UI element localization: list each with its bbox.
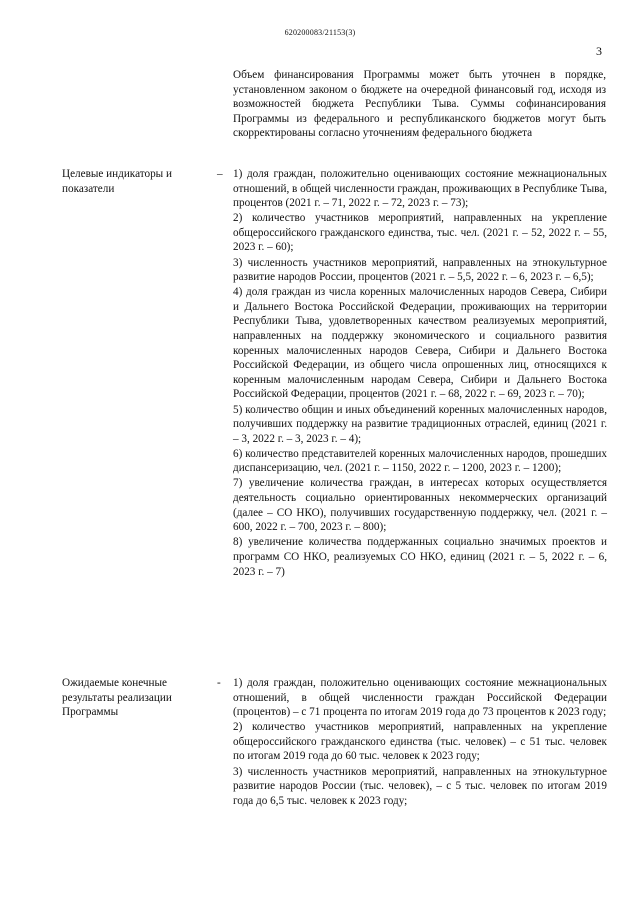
section-body	[233, 167, 607, 580]
list-item: 6) количество представителей коренных малочисленных народов, прошедших диспансеризацию, чел. (2021 г. – 1150, 2022 г. – 1200, 2023 г. – 1200);	[233, 447, 607, 475]
section-label: Целевые индикаторы и показатели	[62, 168, 172, 195]
list-item: 1) доля граждан, положительно оценивающих состояние межнациональных отношений, в общей численности граждан Российской Федерации (процентов) – с 71 процента по итогам 2019 года до 73 процентов к 2023 году;	[233, 677, 607, 719]
list-item: 3) численность участников мероприятий, направленных на этнокультурное развитие народов России, процентов (2021 г. – 5,5, 2022 г. – 6, 2023 г. – 6,5);	[233, 256, 607, 284]
list-item: 2) количество участников мероприятий, направленных на укрепление общероссийского гражданского единства, тыс. чел. (2021 г. – 52, 2022 г. – 55, 2023 г. – 60);	[233, 212, 607, 254]
section-label: Ожидаемые конечные результаты реализации Программы	[62, 677, 172, 719]
list-item: 7) увеличение количества граждан, в интересах которых осуществляется деятельность социально ориентированных некоммерческих организаций (далее – СО НКО), получивших государственную поддержку, чел. (2021 г. – 600, 2022 г. – 700, 2023 г. – 800);	[233, 477, 607, 534]
intro-paragraph: Объем финансирования Программы может быть уточнен в порядке, установленном законом о бюджете на очередной финансовый год, исходя из возможностей бюджета Республики Тыва. Суммы софинансирования Программы из федерального и республиканского бюджетов могут быть скорректированы согласно уточнениям федерального бюджета	[233, 69, 606, 140]
list-item: 4) доля граждан из числа коренных малочисленных народов Севера, Сибири и Дальнего Востока Российской Федерации, проживающих на территории Республики Тыва, удовлетворенных качеством реализуемых мероприятий, направленных на поддержку экономического и социального развития коренных малочисленных народов Севера, Сибири и Дальнего Востока Российской Федерации, из общего числа опрошенных лиц, относящихся к коренным малочисленным народам Севера, Сибири и Дальнего Востока Российской Федерации, процентов (2021 г. – 68, 2022 г. – 69, 2023 г. – 70);	[233, 286, 607, 401]
list-item: 2) количество участников мероприятий, направленных на укрепление общероссийского гражданского единства (тыс. человек) – с 51 тыс. человек по итогам 2019 года до 60 тыс. человек к 2023 году;	[233, 721, 607, 763]
list-item: 8) увеличение количества поддержанных социально значимых проектов и программ СО НКО, реализуемых СО НКО, единиц (2021 г. – 5, 2022 г. – 6, 2023 г. – 7)	[233, 536, 607, 578]
list-item: 5) количество общин и иных объединений коренных малочисленных народов, получивших поддержку на развитие традиционных отраслей, единиц (2021 г. – 3, 2022 г. – 3, 2023 г. – 4);	[233, 403, 607, 445]
list-item: 3) численность участников мероприятий, направленных на этнокультурное развитие народов России (тыс. человек), – с 5 тыс. человек по итогам 2019 года до 6,5 тыс. человек к 2023 году;	[233, 765, 607, 807]
section-body	[233, 676, 607, 809]
document-id: 620200083/21153(3)	[284, 28, 356, 37]
page-number: 3	[596, 44, 602, 58]
section-dash: –	[217, 168, 223, 180]
section-dash: -	[217, 677, 221, 689]
list-item: 1) доля граждан, положительно оценивающих состояние межнациональных отношений, в общей численности граждан, проживающих в Республике Тыва, процентов (2021 г. – 71, 2022 г. – 72, 2023 г. – 73);	[233, 168, 607, 210]
